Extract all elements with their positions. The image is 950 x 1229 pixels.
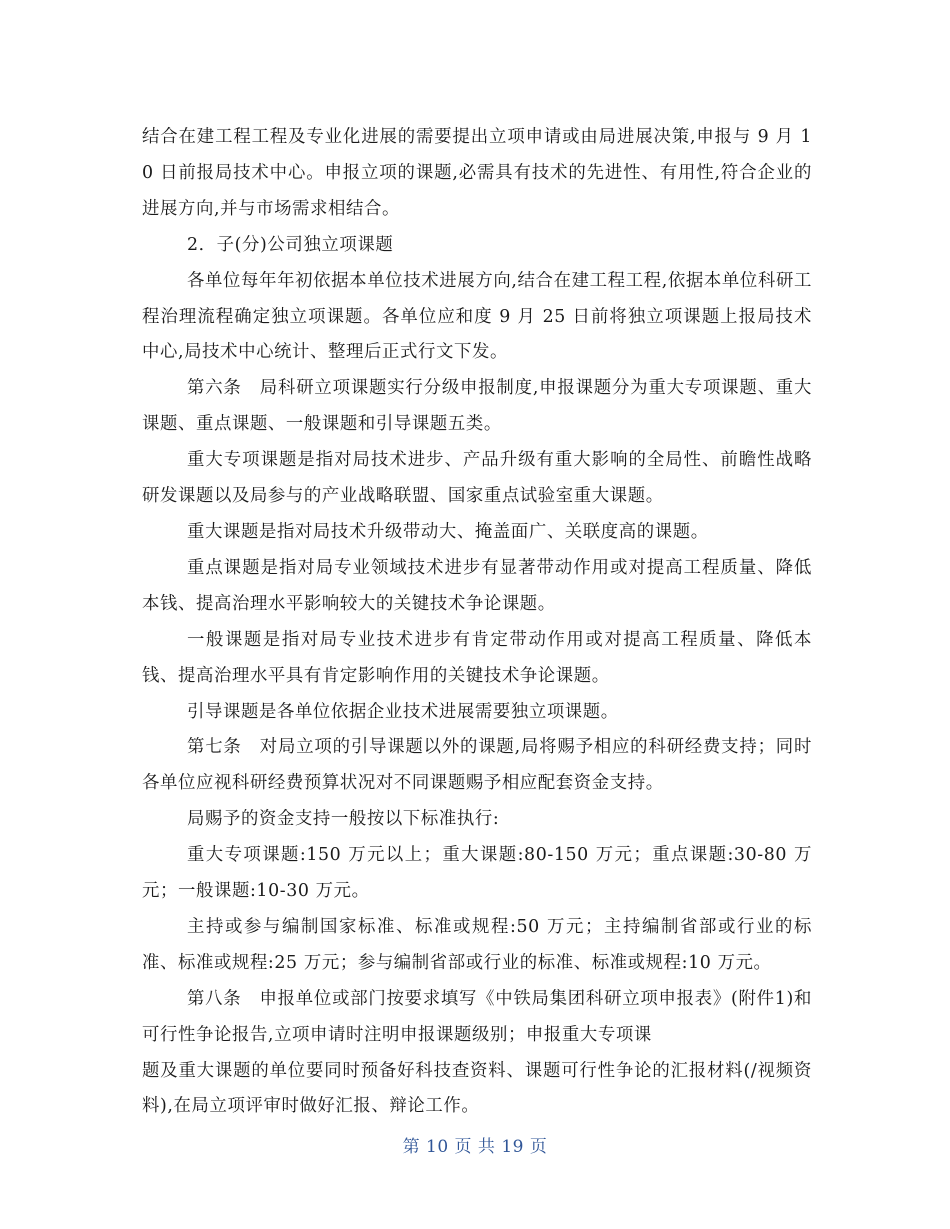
paragraph: 第七条 对局立项的引导课题以外的课题,局将赐予相应的科研经费支持；同时各单位应视科研经费预算状况对不同课题赐予相应配套资金支持。 [142,737,812,794]
paragraph: 题及重大课题的单位要同时预备好科技查资料、课题可行性争论的汇报材料(/视频资料),在局立项评审时做好汇报、辩论工作。 [142,1060,812,1117]
page-number-footer: 第 10 页 共 19 页 [402,1137,548,1157]
paragraph: 第六条 局科研立项课题实行分级申报制度,申报课题分为重大专项课题、重大课题、重点课题、一般课题和引导课题五类。 [142,378,812,435]
paragraph: 主持或参与编制国家标准、标准或规程:50 万元；主持编制省部或行业的标准、标准或规程:25 万元；参与编制省部或行业的标准、标准或规程:10 万元。 [142,916,812,973]
paragraph: 结合在建工程工程及专业化进展的需要提出立项申请或由局进展决策,申报与 9 月 10 日前报局技术中心。申报立项的课题,必需具有技术的先进性、有用性,符合企业的进展方向,并与市场需求相结合。 [142,127,812,219]
paragraph: 重大专项课题:150 万元以上；重大课题:80-150 万元；重点课题:30-80 万元；一般课题:10-30 万元。 [142,845,812,902]
paragraph: 重大课题是指对局技术升级带动大、掩盖面广、关联度高的课题。 [187,521,709,542]
document-body [142,120,812,1125]
paragraph: 一般课题是指对局专业技术进步有肯定带动作用或对提高工程质量、降低本钱、提高治理水平具有肯定影响作用的关键技术争论课题。 [142,629,812,686]
paragraph: 2．子(分)公司独立项课题 [187,234,394,255]
paragraph: 重点课题是指对局专业领域技术进步有显著带动作用或对提高工程质量、降低本钱、提高治理水平影响较大的关键技术争论课题。 [142,557,812,614]
paragraph: 各单位每年年初依据本单位技术进展方向,结合在建工程工程,依据本单位科研工程治理流程确定独立项课题。各单位应和度 9 月 25 日前将独立项课题上报局技术中心,局技术中心统计、整理后正式行文下发。 [142,270,812,363]
paragraph: 第八条 申报单位或部门按要求填写《中铁局集团科研立项申报表》(附件1)和可行性争论报告,立项申请时注明申报课题级别；申报重大专项课 [142,988,812,1045]
paragraph: 局赐予的资金支持一般按以下标准执行: [187,809,500,830]
paragraph: 引导课题是各单位依据企业技术进展需要独立项课题。 [187,701,619,722]
paragraph: 重大专项课题是指对局技术进步、产品升级有重大影响的全局性、前瞻性战略研发课题以及局参与的产业战略联盟、国家重点试验室重大课题。 [142,450,812,507]
